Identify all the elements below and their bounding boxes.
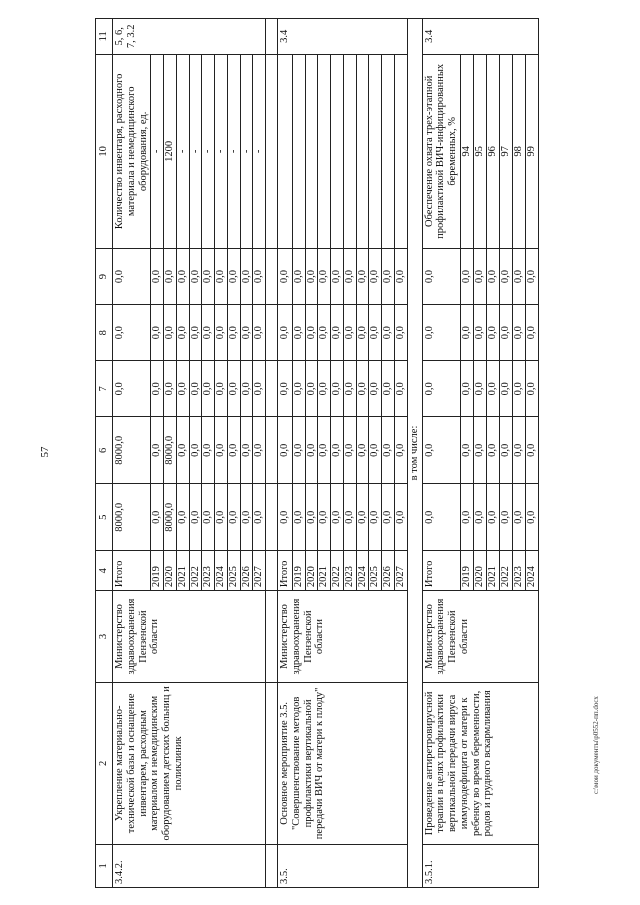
value-v6: 0,0 bbox=[176, 417, 189, 484]
year-cell: 2025 bbox=[227, 551, 240, 591]
col-num-2: 2 bbox=[96, 682, 113, 844]
value-v8: 0,0 bbox=[318, 305, 331, 361]
value-v7: 0,0 bbox=[369, 361, 382, 417]
indicator-value bbox=[331, 54, 344, 248]
value-v5: 0,0 bbox=[151, 484, 164, 551]
value-v9: 0,0 bbox=[343, 249, 356, 305]
activity-total-row bbox=[422, 19, 460, 888]
blank-cell bbox=[266, 54, 278, 248]
value-v5: 0,0 bbox=[331, 484, 344, 551]
indicator-value: - bbox=[151, 54, 164, 248]
blank-cell bbox=[266, 484, 278, 551]
value-v5: 0,0 bbox=[512, 484, 525, 551]
total-v8: 0,0 bbox=[113, 305, 151, 361]
activity-executor: Министерство здравоохранения Пензенской области bbox=[422, 591, 538, 683]
value-v6: 8000,0 bbox=[164, 417, 177, 484]
value-v8: 0,0 bbox=[331, 305, 344, 361]
value-v9: 0,0 bbox=[473, 249, 486, 305]
value-v9: 0,0 bbox=[292, 249, 305, 305]
blank-cell bbox=[266, 19, 278, 55]
blank-cell bbox=[266, 361, 278, 417]
value-v9: 0,0 bbox=[499, 249, 512, 305]
indicator-value: - bbox=[227, 54, 240, 248]
indicator-value: - bbox=[253, 54, 266, 248]
value-v9: 0,0 bbox=[331, 249, 344, 305]
indicator-value bbox=[292, 54, 305, 248]
value-v5: 0,0 bbox=[525, 484, 538, 551]
value-v6: 0,0 bbox=[382, 417, 395, 484]
col-num-11: 11 bbox=[96, 19, 113, 55]
value-v7: 0,0 bbox=[176, 361, 189, 417]
col-num-3: 3 bbox=[96, 591, 113, 683]
value-v9: 0,0 bbox=[369, 249, 382, 305]
col-num-4: 4 bbox=[96, 551, 113, 591]
value-v6: 0,0 bbox=[151, 417, 164, 484]
value-v8: 0,0 bbox=[369, 305, 382, 361]
value-v9: 0,0 bbox=[512, 249, 525, 305]
value-v9: 0,0 bbox=[189, 249, 202, 305]
col-num-7: 7 bbox=[96, 361, 113, 417]
value-v9: 0,0 bbox=[460, 249, 473, 305]
indicator-value bbox=[305, 54, 318, 248]
value-v9: 0,0 bbox=[215, 249, 228, 305]
total-v7: 0,0 bbox=[113, 361, 151, 417]
reference-number: 5, 6, 7, 3.2 bbox=[113, 19, 266, 55]
blank-cell bbox=[266, 844, 278, 887]
blank-cell bbox=[266, 417, 278, 484]
value-v5: 0,0 bbox=[356, 484, 369, 551]
value-v9: 0,0 bbox=[176, 249, 189, 305]
year-cell: 2022 bbox=[189, 551, 202, 591]
activity-number: 3.4.2. bbox=[113, 844, 266, 887]
indicator-value: - bbox=[215, 54, 228, 248]
value-v7: 0,0 bbox=[292, 361, 305, 417]
indicator-name: Количество инвентаря, расходного материала и немедицинского оборудования, ед. bbox=[113, 54, 151, 248]
value-v5: 0,0 bbox=[227, 484, 240, 551]
value-v7: 0,0 bbox=[512, 361, 525, 417]
total-v6: 0,0 bbox=[278, 417, 293, 484]
column-numbers-row bbox=[96, 19, 113, 888]
rotated-page-content bbox=[95, 18, 610, 888]
value-v9: 0,0 bbox=[394, 249, 407, 305]
indicator-value: 1200 bbox=[164, 54, 177, 248]
value-v8: 0,0 bbox=[227, 305, 240, 361]
reference-number: 3.4 bbox=[422, 19, 538, 55]
value-v6: 0,0 bbox=[253, 417, 266, 484]
value-v5: 0,0 bbox=[369, 484, 382, 551]
value-v8: 0,0 bbox=[305, 305, 318, 361]
value-v5: 0,0 bbox=[486, 484, 499, 551]
year-cell: 2027 bbox=[394, 551, 407, 591]
year-cell: 2022 bbox=[331, 551, 344, 591]
value-v6: 0,0 bbox=[215, 417, 228, 484]
value-v8: 0,0 bbox=[499, 305, 512, 361]
value-v9: 0,0 bbox=[164, 249, 177, 305]
year-cell: 2027 bbox=[253, 551, 266, 591]
value-v6: 0,0 bbox=[292, 417, 305, 484]
value-v6: 0,0 bbox=[227, 417, 240, 484]
total-v6: 8000,0 bbox=[113, 417, 151, 484]
value-v9: 0,0 bbox=[151, 249, 164, 305]
year-cell: 2024 bbox=[356, 551, 369, 591]
value-v8: 0,0 bbox=[240, 305, 253, 361]
value-v8: 0,0 bbox=[343, 305, 356, 361]
value-v6: 0,0 bbox=[189, 417, 202, 484]
total-v9: 0,0 bbox=[422, 249, 460, 305]
year-cell: 2019 bbox=[151, 551, 164, 591]
indicator-value bbox=[382, 54, 395, 248]
indicator-value bbox=[394, 54, 407, 248]
year-cell: 2026 bbox=[382, 551, 395, 591]
indicator-value: 98 bbox=[512, 54, 525, 248]
col-num-5: 5 bbox=[96, 484, 113, 551]
in-that-number-label: в том числе: bbox=[407, 19, 422, 888]
year-cell: 2020 bbox=[164, 551, 177, 591]
value-v5: 0,0 bbox=[292, 484, 305, 551]
year-cell: 2021 bbox=[176, 551, 189, 591]
value-v7: 0,0 bbox=[253, 361, 266, 417]
value-v6: 0,0 bbox=[525, 417, 538, 484]
value-v6: 0,0 bbox=[240, 417, 253, 484]
value-v7: 0,0 bbox=[499, 361, 512, 417]
col-num-1: 1 bbox=[96, 844, 113, 887]
value-v6: 0,0 bbox=[318, 417, 331, 484]
in-that-number-row bbox=[407, 19, 422, 888]
value-v6: 0,0 bbox=[394, 417, 407, 484]
value-v7: 0,0 bbox=[164, 361, 177, 417]
col-num-6: 6 bbox=[96, 417, 113, 484]
value-v5: 0,0 bbox=[215, 484, 228, 551]
value-v7: 0,0 bbox=[356, 361, 369, 417]
year-cell: 2021 bbox=[318, 551, 331, 591]
value-v8: 0,0 bbox=[382, 305, 395, 361]
value-v9: 0,0 bbox=[253, 249, 266, 305]
activity-title: Проведение антиретровирусной терапии в целях профилактики вертикальной передачи вируса иммунодефицита от матери к ребенку во время беременности, родов и грудного вскармливания bbox=[422, 682, 538, 844]
indicator-value: - bbox=[176, 54, 189, 248]
value-v9: 0,0 bbox=[240, 249, 253, 305]
separator-row bbox=[266, 19, 278, 888]
year-cell: 2024 bbox=[525, 551, 538, 591]
year-cell: 2020 bbox=[473, 551, 486, 591]
value-v8: 0,0 bbox=[164, 305, 177, 361]
value-v8: 0,0 bbox=[394, 305, 407, 361]
activity-title: Укрепление материально-технической базы и оснащение инвентарем, расходным материалом и немедицинским оборудованием детских больниц и поликлиник bbox=[113, 682, 266, 844]
value-v8: 0,0 bbox=[486, 305, 499, 361]
value-v7: 0,0 bbox=[343, 361, 356, 417]
indicator-value bbox=[356, 54, 369, 248]
value-v8: 0,0 bbox=[202, 305, 215, 361]
value-v5: 0,0 bbox=[318, 484, 331, 551]
year-cell: 2023 bbox=[512, 551, 525, 591]
indicator-value bbox=[369, 54, 382, 248]
activity-executor: Министерство здравоохранения Пензенской области bbox=[113, 591, 266, 683]
value-v6: 0,0 bbox=[499, 417, 512, 484]
value-v5: 0,0 bbox=[240, 484, 253, 551]
indicator-value: 96 bbox=[486, 54, 499, 248]
value-v5: 0,0 bbox=[305, 484, 318, 551]
year-cell: 2026 bbox=[240, 551, 253, 591]
blank-cell bbox=[266, 682, 278, 844]
value-v5: 0,0 bbox=[343, 484, 356, 551]
value-v7: 0,0 bbox=[318, 361, 331, 417]
page-number: 57 bbox=[39, 446, 51, 458]
col-num-8: 8 bbox=[96, 305, 113, 361]
activity-total-row bbox=[113, 19, 151, 888]
file-path-footer: c:\мои документы\р0552-пп.docx bbox=[592, 696, 600, 794]
reference-number: 3.4 bbox=[278, 19, 408, 55]
total-label: Итого bbox=[278, 551, 293, 591]
value-v6: 0,0 bbox=[331, 417, 344, 484]
value-v7: 0,0 bbox=[473, 361, 486, 417]
value-v6: 0,0 bbox=[369, 417, 382, 484]
value-v8: 0,0 bbox=[151, 305, 164, 361]
indicator-value: 95 bbox=[473, 54, 486, 248]
indicator-value: - bbox=[202, 54, 215, 248]
value-v5: 0,0 bbox=[473, 484, 486, 551]
total-v9: 0,0 bbox=[278, 249, 293, 305]
value-v7: 0,0 bbox=[382, 361, 395, 417]
value-v5: 0,0 bbox=[499, 484, 512, 551]
activity-title: Основное мероприятие 3.5. "Совершенствование методов профилактики вертикальной передачи ВИЧ от матери к плоду" bbox=[278, 682, 408, 844]
value-v9: 0,0 bbox=[305, 249, 318, 305]
year-cell: 2022 bbox=[499, 551, 512, 591]
total-v8: 0,0 bbox=[278, 305, 293, 361]
total-v5: 0,0 bbox=[422, 484, 460, 551]
value-v8: 0,0 bbox=[356, 305, 369, 361]
value-v7: 0,0 bbox=[240, 361, 253, 417]
year-cell: 2019 bbox=[460, 551, 473, 591]
indicator-value: - bbox=[240, 54, 253, 248]
indicator-name: Обеспечение охвата трех-этапной профилактикой ВИЧ-инфицированных беременных, % bbox=[422, 54, 460, 248]
program-activities-table bbox=[95, 18, 539, 888]
col-num-9: 9 bbox=[96, 249, 113, 305]
value-v5: 0,0 bbox=[189, 484, 202, 551]
value-v5: 0,0 bbox=[394, 484, 407, 551]
value-v7: 0,0 bbox=[202, 361, 215, 417]
indicator-value: 99 bbox=[525, 54, 538, 248]
total-v9: 0,0 bbox=[113, 249, 151, 305]
value-v9: 0,0 bbox=[486, 249, 499, 305]
activity-number: 3.5.1. bbox=[422, 844, 538, 887]
value-v5: 0,0 bbox=[253, 484, 266, 551]
year-cell: 2025 bbox=[369, 551, 382, 591]
value-v5: 0,0 bbox=[202, 484, 215, 551]
indicator-name bbox=[278, 54, 293, 248]
value-v6: 0,0 bbox=[473, 417, 486, 484]
table-body bbox=[96, 19, 539, 888]
value-v7: 0,0 bbox=[331, 361, 344, 417]
year-cell: 2024 bbox=[215, 551, 228, 591]
value-v7: 0,0 bbox=[151, 361, 164, 417]
value-v8: 0,0 bbox=[215, 305, 228, 361]
value-v6: 0,0 bbox=[305, 417, 318, 484]
value-v9: 0,0 bbox=[318, 249, 331, 305]
total-v5: 8000,0 bbox=[113, 484, 151, 551]
blank-cell bbox=[266, 305, 278, 361]
value-v9: 0,0 bbox=[382, 249, 395, 305]
value-v6: 0,0 bbox=[343, 417, 356, 484]
blank-cell bbox=[266, 551, 278, 591]
value-v6: 0,0 bbox=[512, 417, 525, 484]
indicator-value: - bbox=[189, 54, 202, 248]
value-v9: 0,0 bbox=[202, 249, 215, 305]
year-cell: 2021 bbox=[486, 551, 499, 591]
total-v8: 0,0 bbox=[422, 305, 460, 361]
indicator-value bbox=[343, 54, 356, 248]
value-v6: 0,0 bbox=[486, 417, 499, 484]
value-v8: 0,0 bbox=[292, 305, 305, 361]
value-v7: 0,0 bbox=[394, 361, 407, 417]
indicator-value: 94 bbox=[460, 54, 473, 248]
blank-cell bbox=[266, 249, 278, 305]
total-v6: 0,0 bbox=[422, 417, 460, 484]
value-v7: 0,0 bbox=[189, 361, 202, 417]
activity-total-row bbox=[278, 19, 293, 888]
activity-number: 3.5. bbox=[278, 844, 408, 887]
total-v7: 0,0 bbox=[278, 361, 293, 417]
value-v8: 0,0 bbox=[253, 305, 266, 361]
value-v8: 0,0 bbox=[176, 305, 189, 361]
value-v6: 0,0 bbox=[202, 417, 215, 484]
total-v7: 0,0 bbox=[422, 361, 460, 417]
value-v6: 0,0 bbox=[356, 417, 369, 484]
value-v8: 0,0 bbox=[473, 305, 486, 361]
value-v8: 0,0 bbox=[460, 305, 473, 361]
year-cell: 2023 bbox=[202, 551, 215, 591]
year-cell: 2019 bbox=[292, 551, 305, 591]
value-v8: 0,0 bbox=[512, 305, 525, 361]
year-cell: 2023 bbox=[343, 551, 356, 591]
blank-cell bbox=[266, 591, 278, 683]
activity-executor: Министерство здравоохранения Пензенской области bbox=[278, 591, 408, 683]
value-v7: 0,0 bbox=[486, 361, 499, 417]
value-v5: 8000,0 bbox=[164, 484, 177, 551]
value-v7: 0,0 bbox=[215, 361, 228, 417]
total-v5: 0,0 bbox=[278, 484, 293, 551]
value-v9: 0,0 bbox=[227, 249, 240, 305]
value-v9: 0,0 bbox=[356, 249, 369, 305]
col-num-10: 10 bbox=[96, 54, 113, 248]
value-v7: 0,0 bbox=[460, 361, 473, 417]
indicator-value bbox=[318, 54, 331, 248]
year-cell: 2020 bbox=[305, 551, 318, 591]
value-v5: 0,0 bbox=[176, 484, 189, 551]
value-v7: 0,0 bbox=[525, 361, 538, 417]
value-v6: 0,0 bbox=[460, 417, 473, 484]
value-v7: 0,0 bbox=[227, 361, 240, 417]
value-v8: 0,0 bbox=[189, 305, 202, 361]
total-label: Итого bbox=[113, 551, 151, 591]
total-label: Итого bbox=[422, 551, 460, 591]
value-v9: 0,0 bbox=[525, 249, 538, 305]
value-v5: 0,0 bbox=[382, 484, 395, 551]
value-v7: 0,0 bbox=[305, 361, 318, 417]
indicator-value: 97 bbox=[499, 54, 512, 248]
value-v8: 0,0 bbox=[525, 305, 538, 361]
value-v5: 0,0 bbox=[460, 484, 473, 551]
